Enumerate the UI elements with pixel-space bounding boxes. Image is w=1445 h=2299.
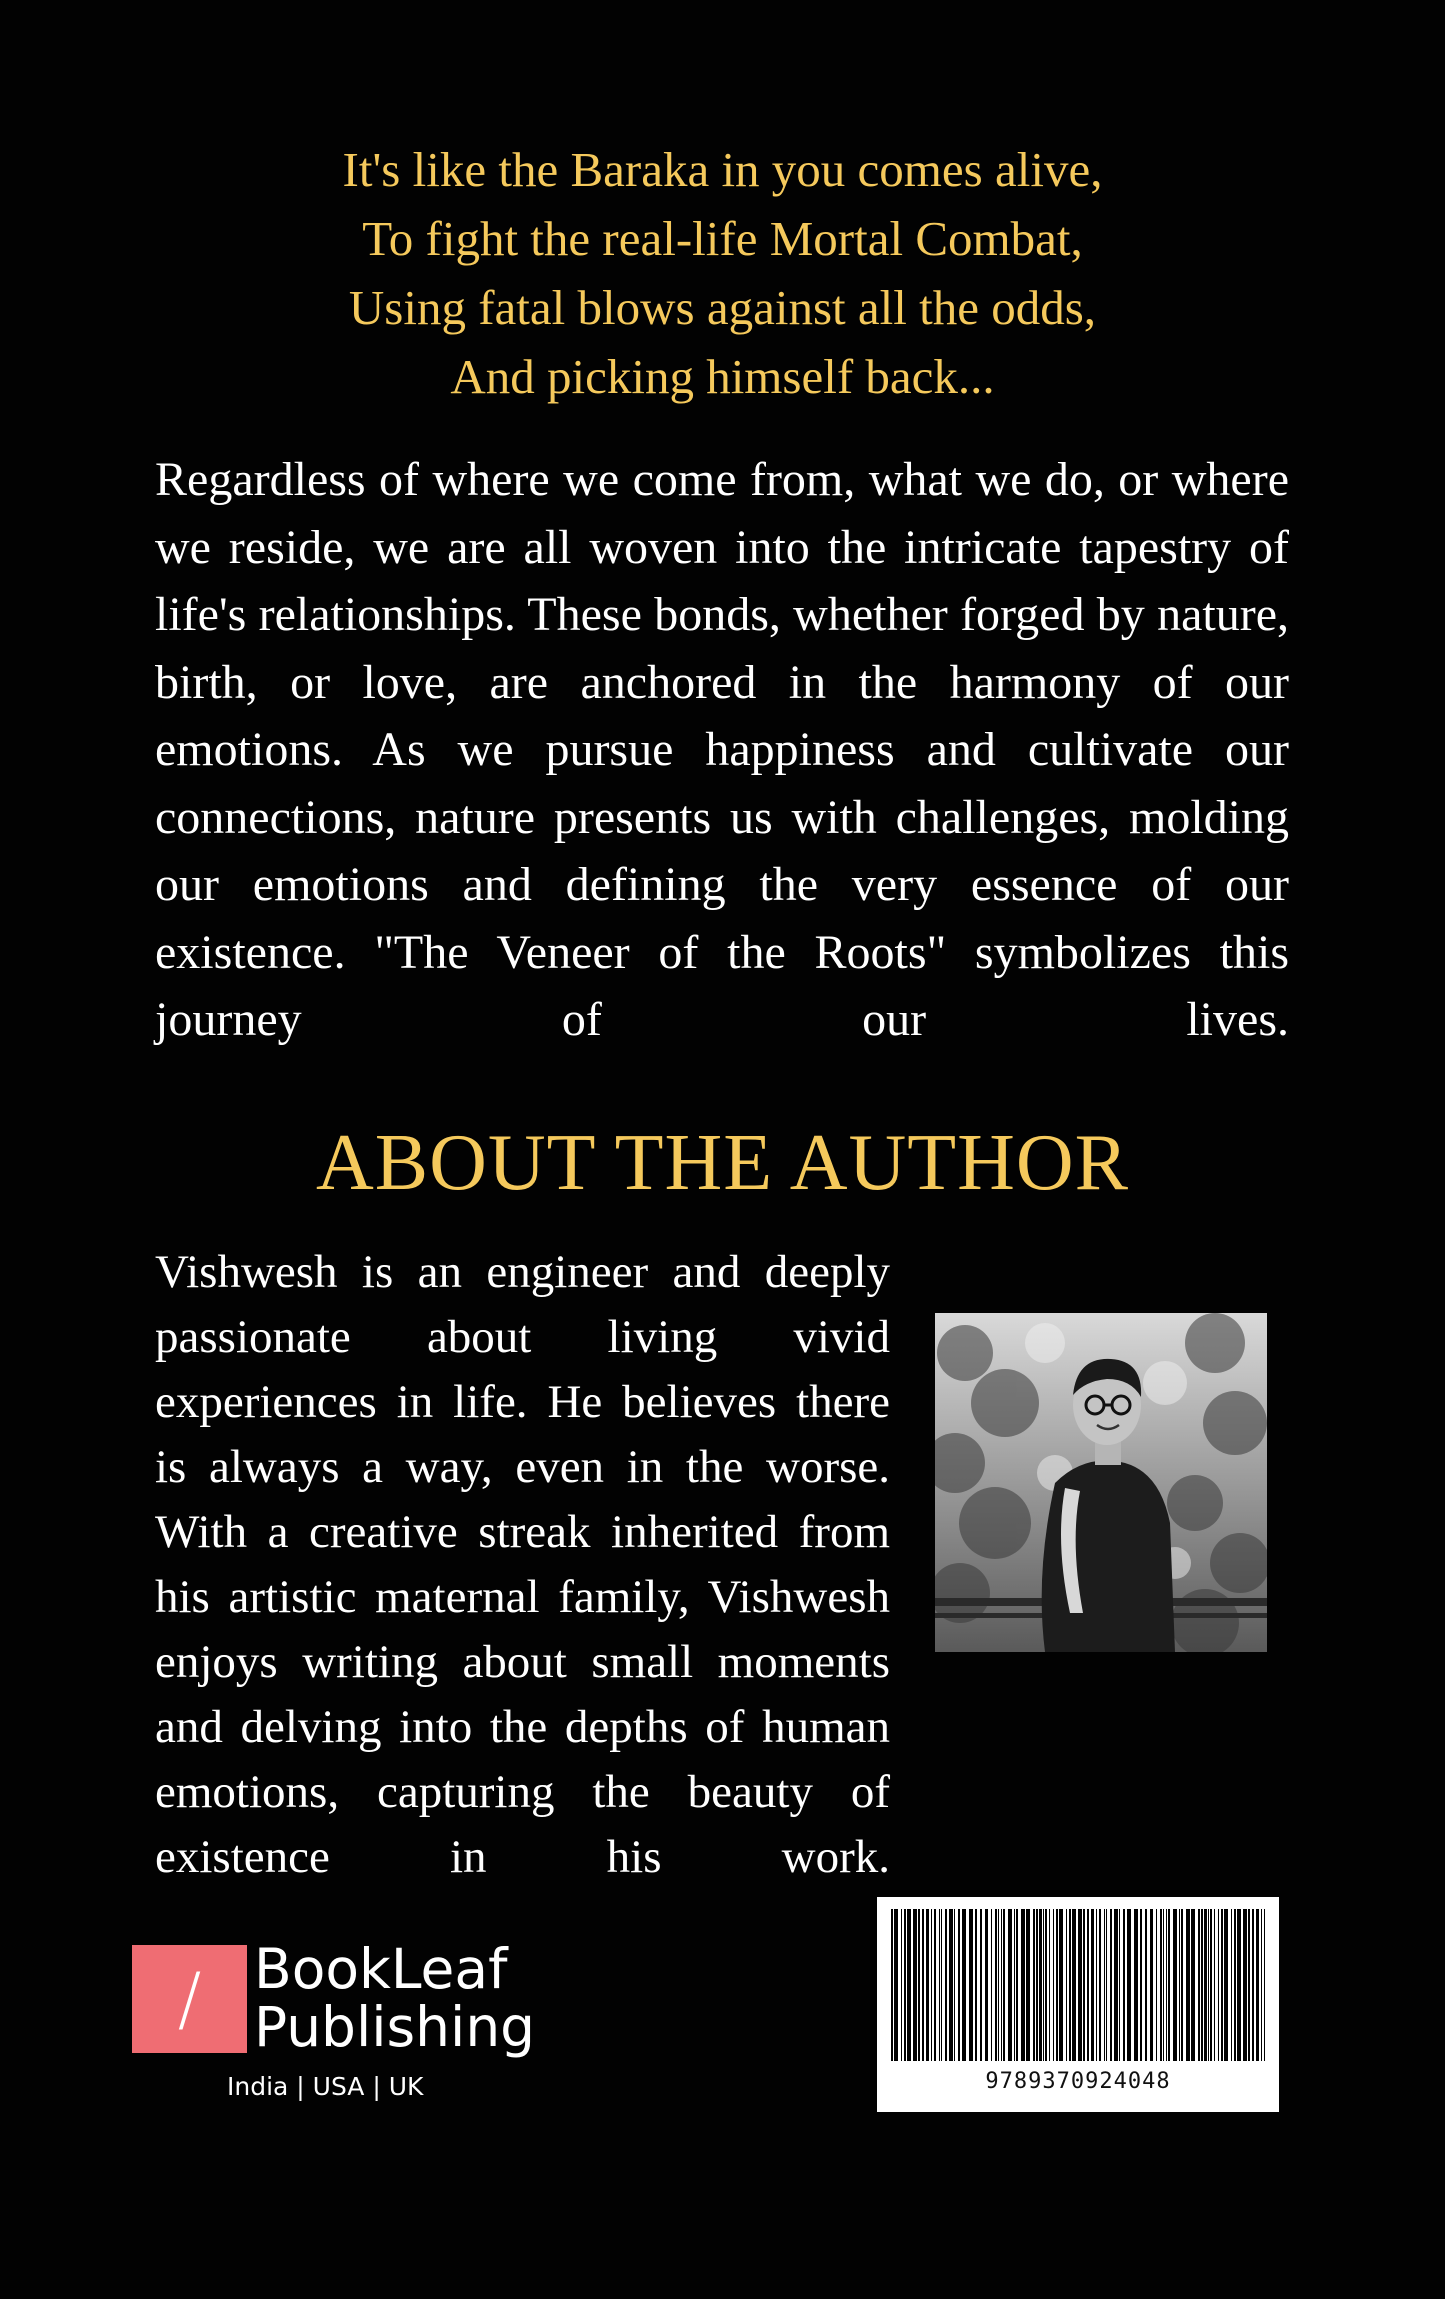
barcode-bar (1127, 1909, 1131, 2061)
barcode-bar (1069, 1909, 1071, 2061)
barcode-bar (954, 1909, 955, 2061)
barcode-bar (1248, 1909, 1250, 2061)
barcode-bar (1163, 1909, 1164, 2061)
barcode-bar (1156, 1909, 1157, 2061)
author-photo-illustration (935, 1313, 1267, 1652)
publisher-name-line1: BookLeaf (254, 1937, 508, 2001)
barcode-bar (1096, 1909, 1097, 2061)
barcode-bar (1166, 1909, 1167, 2061)
barcode-bar (1008, 1909, 1012, 2061)
barcode-bar (1033, 1909, 1035, 2061)
barcode-bar (995, 1909, 997, 2061)
barcode-bar (985, 1909, 988, 2061)
barcode-bar (1181, 1909, 1183, 2061)
barcode-bar (1150, 1909, 1153, 2061)
poem-line: Using fatal blows against all the odds, (348, 280, 1097, 335)
barcode-bar (1160, 1909, 1162, 2061)
barcode-bar (922, 1909, 924, 2061)
barcode-bar (949, 1909, 953, 2061)
barcode-bar (1191, 1909, 1195, 2061)
barcode-bar (1214, 1909, 1215, 2061)
barcode-bar (939, 1909, 940, 2061)
barcode-bar (1173, 1909, 1177, 2061)
barcode-bar (1021, 1909, 1025, 2061)
barcode-bar (1036, 1909, 1038, 2061)
barcode-bar (1049, 1909, 1050, 2061)
barcode-bar (913, 1909, 917, 2061)
barcode-bar (1201, 1909, 1203, 2061)
barcode-bar (998, 1909, 999, 2061)
barcode-bar (1134, 1909, 1138, 2061)
barcode-bar (1001, 1909, 1002, 2061)
barcode-bar (1204, 1909, 1207, 2061)
barcode-bar (1218, 1909, 1219, 2061)
barcode-bar (1119, 1909, 1120, 2061)
barcode-bar (1099, 1909, 1101, 2061)
author-photo (935, 1313, 1267, 1652)
barcode-bar (1114, 1909, 1118, 2061)
barcode-bar (907, 1909, 911, 2061)
barcode-bar (1243, 1909, 1247, 2061)
barcode-bar (945, 1909, 947, 2061)
barcode-bar (1078, 1909, 1082, 2061)
barcode-bar (926, 1909, 929, 2061)
barcode-bar (1110, 1909, 1112, 2061)
barcode-bar (1234, 1909, 1236, 2061)
barcode-bar (1198, 1909, 1200, 2061)
barcode-bar (1231, 1909, 1232, 2061)
barcode-bar (1252, 1909, 1254, 2061)
barcode-bar (1014, 1909, 1015, 2061)
barcode-bar (1083, 1909, 1085, 2061)
publisher-name (254, 1937, 536, 2059)
barcode-bar (918, 1909, 920, 2061)
publisher-name-line2: Publishing (254, 1995, 536, 2059)
barcode-bar (1237, 1909, 1241, 2061)
poem (0, 135, 1445, 411)
barcode-bar (1072, 1909, 1076, 2061)
author-bio: Vishwesh is an engineer and deeply passionate about living vivid experiences in life. He believes there is always a way, even in the worse. With a creative streak inherited from his artistic maternal family, Vishwesh enjoys writing about small moments and delving into the depths of human emotions, capturing the beauty of existence in his work. (155, 1246, 890, 1883)
bookleaf-publishing-logo (132, 1937, 562, 2090)
logo-slash-glyph: / (177, 1958, 202, 2040)
barcode-bar (1026, 1909, 1030, 2061)
barcode-bar (975, 1909, 977, 2061)
barcode-bar (1104, 1909, 1105, 2061)
barcode-bar (1091, 1909, 1094, 2061)
barcode-bar (941, 1909, 942, 2061)
barcode-bar (1053, 1909, 1054, 2061)
barcode-bar (958, 1909, 960, 2061)
barcode-bar (1056, 1909, 1058, 2061)
publisher-regions: India | USA | UK (227, 2072, 424, 2101)
barcode-bar (1140, 1909, 1142, 2061)
barcode-bar (1123, 1909, 1125, 2061)
barcode-bar (1066, 1909, 1067, 2061)
barcode-bar (1256, 1909, 1259, 2061)
barcode-bar (1039, 1909, 1042, 2061)
about-author-heading: ABOUT THE AUTHOR (315, 1119, 1130, 1207)
barcode-bar (1261, 1909, 1262, 2061)
barcode-bar (1145, 1909, 1147, 2061)
isbn-number: 9789370924048 (985, 2069, 1171, 2094)
barcode-bar (904, 1909, 906, 2061)
barcode-bar (934, 1909, 936, 2061)
poem-line: To fight the real-life Mortal Combat, (362, 211, 1083, 266)
poem-line: It's like the Baraka in you comes alive, (342, 142, 1103, 197)
barcode-bar (1221, 1909, 1223, 2061)
barcode-bar (1264, 1909, 1265, 2061)
barcode-bar (1186, 1909, 1190, 2061)
isbn-barcode (877, 1897, 1279, 2112)
barcode-bar (901, 1909, 902, 2061)
barcode-bar (894, 1909, 898, 2061)
barcode-bar (991, 1909, 992, 2061)
barcode-bar (1224, 1909, 1228, 2061)
barcode-bar (969, 1909, 973, 2061)
barcode-bar (1168, 1909, 1170, 2061)
poem-line: And picking himself back... (450, 349, 995, 404)
barcode-bar (1045, 1909, 1047, 2061)
book-blurb: Regardless of where we come from, what we do, or where we reside, we are all woven into the intricate tapestry of life's relationships. These bonds, whether forged by nature, birth, or love, are anchored in the harmony of our emotions. As we pursue happiness and cultivate our connections, nature presents us with challenges, molding our emotions and defining the very essence of our existence. "The Veneer of the Roots" symbolizes this journey of our lives. (155, 453, 1289, 1046)
barcode-bar (1106, 1909, 1107, 2061)
barcode-bar (891, 1909, 893, 2061)
barcode-bar (980, 1909, 982, 2061)
barcode-bar (1179, 1909, 1180, 2061)
barcode-bar (1059, 1909, 1063, 2061)
barcode-bar (962, 1909, 966, 2061)
barcode-bar (1043, 1909, 1044, 2061)
barcode-bar (931, 1909, 932, 2061)
barcode-bar (1003, 1909, 1005, 2061)
barcode-bar (1016, 1909, 1018, 2061)
barcode-bar (1208, 1909, 1209, 2061)
barcode-bar (1087, 1909, 1089, 2061)
barcode-bar (1210, 1909, 1212, 2061)
